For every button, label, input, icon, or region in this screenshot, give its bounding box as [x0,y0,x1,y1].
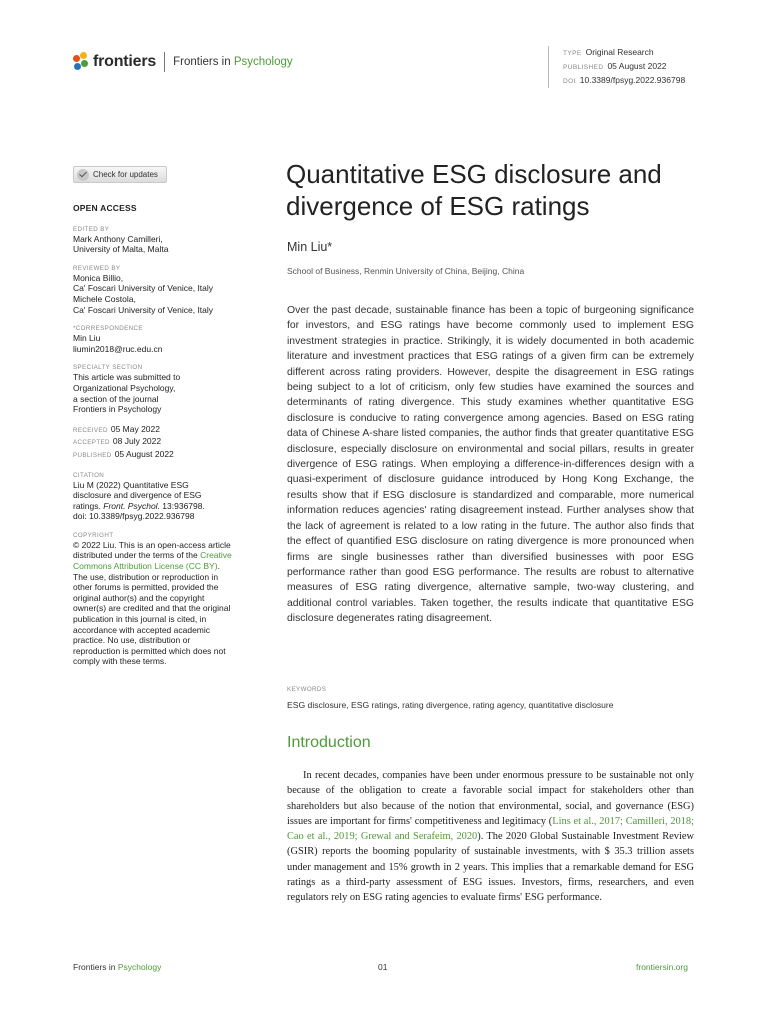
check-icon [77,169,89,181]
footer-journal[interactable]: Frontiers in Psychology [73,962,162,972]
edited-by-section: EDITED BY Mark Anthony Camilleri, University of Malta, Malta [73,225,169,255]
citation-section: CITATION Liu M (2022) Quantitative ESG disclosure and divergence of ESG ratings. Front. Psychol. 13:936798. doi: 10.3389/fpsyg.2022.936798 [73,471,205,522]
copyright-section: COPYRIGHT © 2022 Liu. This is an open-access article distributed under the terms of the Creative Commons Attribution License (CC BY). The use, distribution or reproduction in other forums is permitted, provided the original author(s) and the copyright owner(s) are credited and that the original publication in this journal is cited, in accordance with accepted academic practice. No use, distribution or reproduction is permitted which does not comply with these terms. [73,531,232,667]
article-meta [548,46,685,88]
check-for-updates-button[interactable]: Check for updates [73,166,167,183]
frontiers-logo-icon [72,52,90,72]
correspondence-email[interactable]: liumin2018@ruc.edu.cn [73,343,163,354]
meta-type: TYPE Original Research [563,47,654,57]
specialty-section: SPECIALTY SECTION This article was submitted to Organizational Psychology, a section of the journal Frontiers in Psychology [73,364,181,415]
reviewed-by-section: REVIEWED BY Monica Billio, Ca' Foscari University of Venice, Italy Michele Costola, Ca' Foscari University of Venice, Italy [73,264,214,315]
open-access-label: OPEN ACCESS [73,203,137,213]
meta-published: PUBLISHED 05 August 2022 [563,61,667,71]
logo-divider [164,52,165,72]
meta-doi[interactable]: DOI 10.3389/fpsyg.2022.936798 [563,75,686,85]
keywords: ESG disclosure, ESG ratings, rating divergence, rating agency, quantitative disclosure [287,700,614,710]
correspondence-section: *CORRESPONDENCE Min Liu liumin2018@ruc.edu.cn [73,324,233,354]
introduction-heading: Introduction [287,734,371,751]
author-affiliation: School of Business, Renmin University of China, Beijing, China [287,266,525,276]
dates-section: RECEIVED 05 May 2022 ACCEPTED 08 July 2022 PUBLISHED 05 August 2022 [73,423,174,459]
keywords-label: KEYWORDS [287,686,327,693]
introduction-paragraph: In recent decades, companies have been under enormous pressure to be sustainable not only because of the obligation to create a favorable social impact for stakeholders other than shareholders but also because of the notion that environmental, social, and governance (ESG) issues are important for firms' competitiveness and legitimacy (Lins et al., 2017; Camilleri, 2018; Cao et al., 2019; Grewal and Serafeim, 2020). The 2020 Global Sustainable Investment Review (GSIR) reports the booming popularity of sustainable investments, with $ 35.3 trillion assets under management and 15% growth in 2 years. This implies that a remarkable demand for ESG ratings as a third-party assessment of ESG issues. Investors, firms, researchers, and even regulators rely on ESG rating agencies to evaluate firms' ESG performance. [287,770,694,904]
page-number: 01 [378,962,388,972]
sidebar-info [73,203,233,676]
footer-site-link[interactable]: frontiersin.org [636,962,688,972]
abstract: Over the past decade, sustainable finance has been a topic of burgeoning significance for investors, and ESG ratings have become commonly used to implement ESG investment strategies in practice. Strikingly, it is widely documented in both academic literature and investment practices that ESG ratings of a given firm can be extremely different across rating providers. However, despite the disagreement in ESG ratings being subject to a lot of criticism, only few studies have examined the sources and determinants of rating divergence. This study examines whether quantitative ESG disclosure is conducive to rating convergence among agencies. Based on ESG rating data of Chinese A-share listed companies, the author finds that greater quantitative ESG disclosure, especially disclosure on environmental and social pillars, results in greater divergence of ESG ratings. When employing a difference-in-differences design with a quasi-experiment of disclosure guidance introduced by Hong Kong Exchange, the results show that if ESG disclosure is standardized and comparable, more numerical information reduces agencies' rating disagreement instead. Further analyses show that the lack of agreement is related to a low rating in the future. The author also finds that the effect of quantified ESG disclosure on rating divergence is more pronounced when firms are single businesses rather than diversified businesses with poor ESG performance rather than good ESG performance. The results are robust to alternative measures of ESG rating divergence, alternative sample, two-way clustering, and additional control variables. Taken together, the results indicate that quantitative ESG disclosure degenerates rating disagreement. [287,305,694,625]
citation-links[interactable]: Lins et al., 2017; Camilleri, 2018; Cao et al., 2019; Grewal and Serafeim, 2020 [287,815,694,843]
logo-text: frontiers [93,53,157,70]
cc-by-license-link[interactable]: Creative Commons Attribution License (CC BY) [73,550,232,572]
article-author[interactable]: Min Liu* [287,240,333,254]
journal-logo[interactable] [72,52,293,72]
article-title: Quantitative ESG disclosure and divergence of ESG ratings [286,159,662,221]
journal-name[interactable]: Frontiers in Psychology [173,56,293,68]
